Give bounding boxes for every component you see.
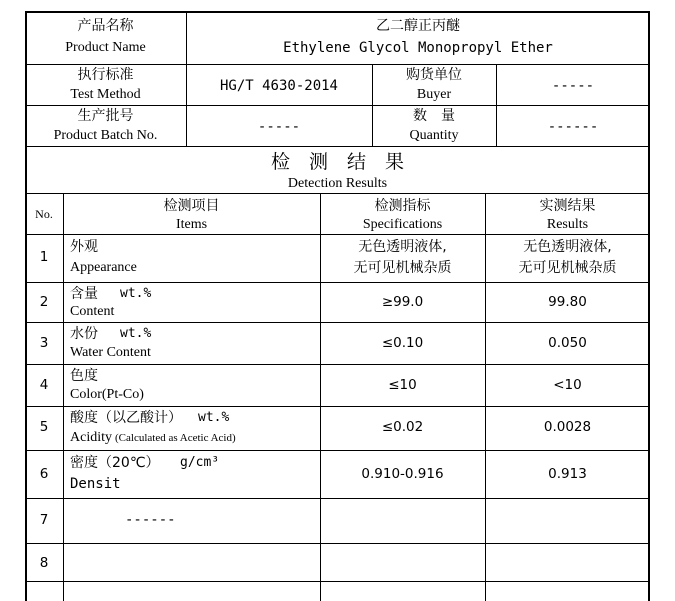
buyer-label-en: Buyer [416,87,452,102]
col-result-header-cn: 实测结果 [539,198,596,214]
row-2-spec: ≥99.0 [381,294,424,310]
row-1-result-line2: 无可见机械杂质 [518,260,617,276]
row-6-unit: g/cm³ [180,455,220,470]
rule-after-row6 [25,498,650,499]
row-4-no: 4 [39,377,49,393]
batch-label-cn: 生产批号 [77,108,134,124]
row-1-item-en: Appearance [70,260,137,275]
row-5-spec: ≤0.02 [381,419,424,435]
row-6-item-en: Densit [70,476,121,492]
row-5-item-en: Acidity [70,430,112,445]
batch-label-en: Product Batch No. [53,128,158,143]
rule-after-row1 [25,282,650,283]
row-3-no: 3 [39,335,49,351]
row-5-item-en-note: (Calculated as Acetic Acid) [115,432,236,444]
row-1-spec-line1: 无色透明液体, [358,239,447,255]
test-method-value: HG/T 4630-2014 [219,78,338,94]
product-name-label-cn: 产品名称 [77,18,134,34]
buyer-value: ----- [551,78,595,94]
col-items-header-en: Items [175,217,208,232]
row-3-item-cn: 水份 [70,326,98,342]
col-items-header-cn: 检测项目 [163,198,220,214]
batch-value: ----- [257,119,301,135]
row-3-spec: ≤0.10 [381,335,424,351]
rule-after-row4 [25,406,650,407]
row-7-item-cn: ------ [125,512,176,528]
quantity-value: ------ [547,119,599,135]
rule-after-row7 [25,543,650,544]
col-result-header-en: Results [546,217,589,232]
row-1-item-cn: 外观 [70,239,98,255]
row-2-item-en: Content [70,304,115,319]
row-3-result: 0.050 [548,335,587,351]
row-5-result: 0.0028 [543,419,592,435]
row-1-no: 1 [39,249,49,265]
rule-after-row3 [25,364,650,365]
row-4-result: <10 [553,377,582,393]
row-4-spec: ≤10 [388,377,417,393]
row-1-result-line1: 无色透明液体, [523,239,612,255]
rule-body-spec [485,193,486,601]
row-6-spec: 0.910-0.916 [361,466,444,482]
test-method-label-en: Test Method [70,87,141,102]
quantity-label-en: Quantity [409,128,459,143]
rule-after-row5 [25,450,650,451]
rule-after-batch [25,146,650,147]
row-2-result: 99.80 [548,294,587,310]
row-4-item-cn: 色度 [70,368,98,384]
rule-body-items [320,193,321,601]
quantity-label-cn: 数 量 [413,108,455,124]
row-1-spec-line2: 无可见机械杂质 [353,260,452,276]
rule-after-columns [25,234,650,235]
row-8-no: 8 [39,555,49,571]
row-7-no: 7 [39,512,49,528]
rule-after-product [25,64,650,65]
row-2-no: 2 [39,294,49,310]
section-title-en: Detection Results [287,176,388,191]
section-title-cn: 检 测 结 果 [270,151,404,173]
rule-body-no [63,193,64,601]
rule-after-row8 [25,581,650,582]
row-4-item-en: Color(Pt-Co) [70,387,144,402]
row-6-result: 0.913 [548,466,587,482]
rule-after-row2 [25,322,650,323]
product-name-value-cn: 乙二醇正丙醚 [376,18,460,34]
row-6-item-cn: 密度（20℃） [70,455,160,471]
test-method-label-cn: 执行标准 [77,67,134,83]
col-no-header: No. [35,207,53,221]
rule-after-section [25,193,650,194]
rule-after-method [25,105,650,106]
row-3-unit: wt.% [120,326,152,341]
col-spec-header-en: Specifications [362,217,443,232]
row-5-item-cn: 酸度（以乙酸计） [70,410,182,426]
row-5-no: 5 [39,419,49,435]
buyer-label-cn: 购货单位 [406,67,462,83]
row-3-item-en: Water Content [70,345,151,360]
product-name-label-en: Product Name [65,40,146,55]
row-5-unit: wt.% [198,410,230,425]
row-2-unit: wt.% [120,286,152,301]
col-spec-header-cn: 检测指标 [374,198,431,214]
row-2-item-cn: 含量 [70,286,98,302]
row-6-no: 6 [39,466,49,482]
product-name-value-en: Ethylene Glycol Monopropyl Ether [283,40,553,56]
